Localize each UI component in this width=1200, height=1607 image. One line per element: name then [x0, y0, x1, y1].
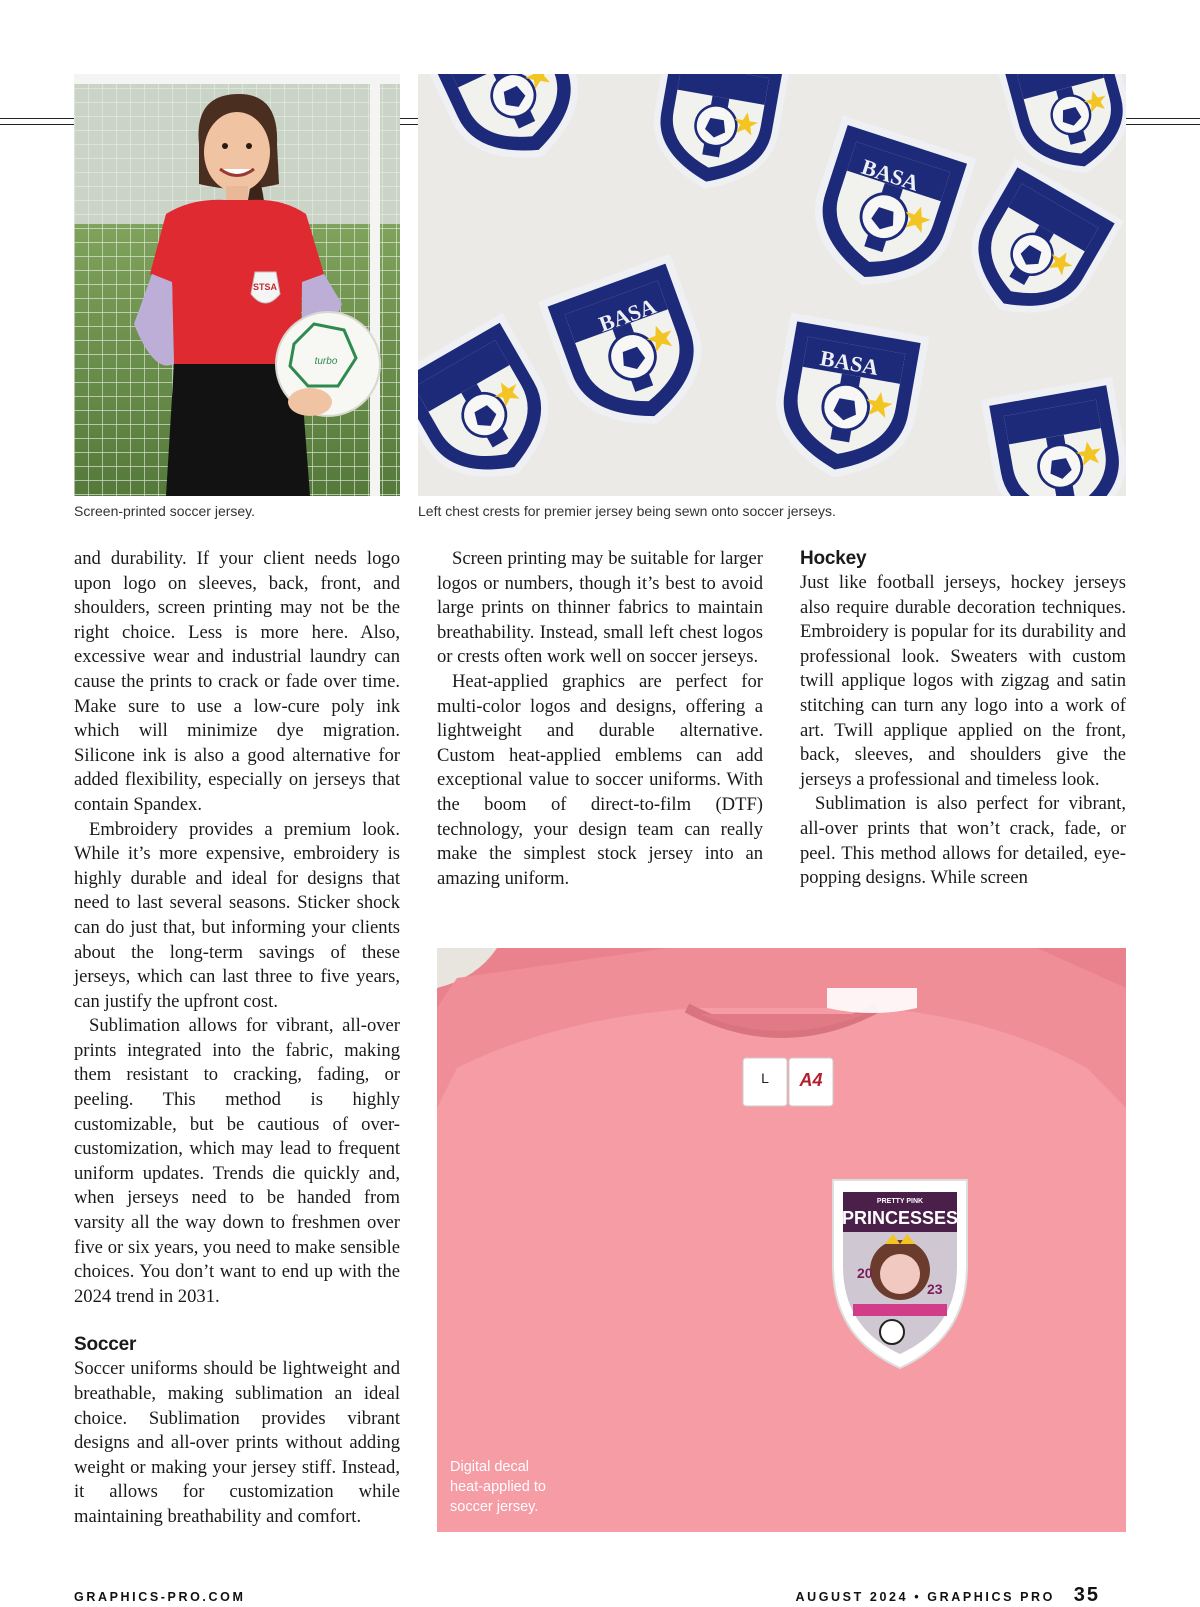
hockey-heading: Hockey: [800, 548, 867, 569]
soccer-paragraph: Soccer uniforms should be lightweight and breathable, making sublimation an ideal choice. Sublimation provides vibrant designs and all-over prints without adding weight or making your jersey stiff. Instead, it allows for customization while maintaining breathability and comfort.: [74, 1358, 400, 1527]
decal-year-right: 23: [927, 1281, 943, 1297]
col3-paragraph-1: Just like football jerseys, hockey jerseys also require durable decoration techniques. Embroidery is popular for its durability and professional look. Sweaters with custom twill applique logos with zigzag and satin stitching can turn any logo into a work of art. Twill applique applied on the front, back, sleeves, and shoulders give the jerseys a professional and timeless look.: [800, 572, 1126, 790]
page-number: 35: [1073, 1584, 1100, 1606]
col1-paragraph-2: Embroidery provides a premium look. While it’s more expensive, embroidery is highly durable and ideal for designs that need to last several seasons. Sticker shock can do just that, but informing your clients about the long-term savings of these jerseys, which can last three to five years, can justify the upfront cost.: [74, 818, 400, 1012]
header-rule-mid: [400, 118, 418, 125]
soccer-heading: Soccer: [74, 1334, 137, 1356]
pink-jersey-illustration: [437, 948, 1126, 1532]
col1-paragraph-1: and durability. If your client needs logo upon logo on sleeves, back, front, and shoulders, screen printing may not be the right choice. Less is more here. Also, excessive wear and industrial laundry can cause the prints to crack or fade over time. Make sure to use a low-cure poly ink which will minimize dye migration. Silicone ink is also a good alternative for added flexibility, especially on jerseys that contain Spandex.: [74, 548, 400, 815]
decal-title-text: PRINCESSES: [841, 1208, 959, 1228]
footer-website: GRAPHICS-PRO.COM: [74, 1590, 246, 1604]
crests-photo: [418, 74, 1126, 496]
decal-year-left: 20: [857, 1265, 873, 1281]
jersey-caption-line-3: soccer jersey.: [450, 1499, 539, 1515]
jersey-caption-line-1: Digital decal: [450, 1459, 529, 1475]
decal-small-text: PRETTY PINK: [876, 1198, 924, 1205]
header-rule-left: [0, 118, 74, 125]
pink-jersey-photo: [437, 948, 1126, 1532]
article-column-2: [437, 547, 763, 891]
jersey-caption-line-2: heat-applied to: [450, 1479, 546, 1495]
girl-soccer-illustration: [74, 74, 400, 496]
article-column-3: [800, 547, 1126, 891]
shirt-logo-text: STSA: [252, 282, 278, 292]
crests-illustration: [418, 74, 1126, 496]
article-column-1: [74, 547, 400, 1530]
girl-soccer-photo: [74, 74, 400, 496]
header-rule-right: [1126, 118, 1200, 125]
footer-issue: AUGUST 2024 • GRAPHICS PRO: [795, 1590, 1055, 1604]
crest-text-3: BASA: [818, 345, 881, 381]
girl-photo-caption: Screen-printed soccer jersey.: [74, 503, 256, 519]
col3-paragraph-2: Sublimation is also perfect for vibrant, all-over prints that won’t crack, fade, or peel. This method allows for detailed, eye-popping designs. While screen: [800, 793, 1126, 889]
col2-paragraph-1: Screen printing may be suitable for larger logos or numbers, though it’s best to avoid large prints on thinner fabrics to maintain breathability. Instead, small left chest logos or crests often work well on soccer jerseys.: [437, 548, 763, 668]
jersey-photo-caption: [450, 1457, 590, 1517]
crest-text-1: BASA: [858, 153, 923, 196]
col2-paragraph-2: Heat-applied graphics are perfect for multi-color logos and designs, offering a lightweight and durable alternative. Custom heat-applied emblems can add exceptional value to soccer uniforms. With the boom of direct-to-film (DTF) technology, your design team can really make the simplest stock jersey into an amazing uniform.: [437, 670, 763, 889]
size-tag-text: L: [761, 1070, 769, 1086]
crests-photo-caption: Left chest crests for premier jersey being sewn onto soccer jerseys.: [418, 503, 836, 519]
ball-brand-text: turbo: [314, 356, 338, 367]
brand-tag-text: A4: [799, 1070, 823, 1090]
crest-text-2: BASA: [595, 293, 660, 337]
col1-paragraph-3: Sublimation allows for vibrant, all-over prints integrated into the fabric, making them resistant to cracking, fading, or peeling. This method is highly customizable, but be cautious of over-customization, which may lead to frequent uniform updates. Trends die quickly and, when jerseys need to be handed from varsity all the way down to freshmen over five or six years, you need to make sensible choices. You don’t want to end up with the 2024 trend in 2031.: [74, 1015, 400, 1307]
